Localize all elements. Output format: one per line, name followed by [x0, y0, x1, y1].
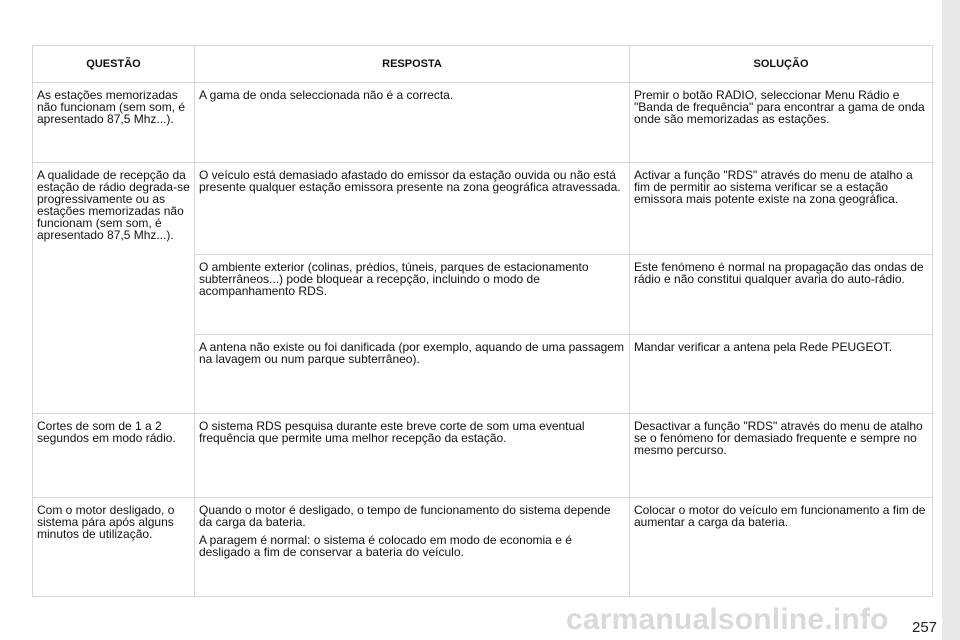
solution-text: Colocar o motor do veículo em funcionamento a fim de aumentar a carga da bateria.: [634, 503, 926, 529]
solution-cell: [630, 498, 933, 597]
answer-cell: [195, 498, 630, 597]
watermark: carmanualsonline.info: [566, 603, 889, 636]
answer-cell: [195, 255, 630, 335]
answer-cell: [195, 83, 630, 163]
answer-text: A paragem é normal: o sistema é colocado em modo de economia e é desligado a fim de conservar a bateria do veículo.: [199, 533, 572, 559]
question-text: Cortes de som de 1 a 2 segundos em modo rádio.: [37, 419, 176, 445]
side-margin-bar: [942, 0, 960, 640]
page-number: 257: [912, 619, 938, 636]
question-text: Com o motor desligado, o sistema pára após alguns minutos de utilização.: [37, 503, 175, 541]
troubleshooting-table: [32, 45, 933, 597]
question-cell: [33, 498, 195, 597]
question-cell: [33, 163, 195, 414]
solution-cell: [630, 163, 933, 255]
solution-cell: [630, 335, 933, 414]
answer-text: Quando o motor é desligado, o tempo de funcionamento do sistema depende da carga da bateria.: [199, 503, 611, 529]
answer-text: O ambiente exterior (colinas, prédios, túneis, parques de estacionamento subterrâneos...) pode bloquear a recepção, incluindo o modo de acompanhamento RDS.: [199, 260, 589, 298]
table-header-row: [33, 46, 933, 83]
answer-text: O sistema RDS pesquisa durante este breve corte de som uma eventual frequência que permite uma melhor recepção da estação.: [199, 419, 585, 445]
header-answer: RESPOSTA: [195, 46, 630, 83]
question-text: A qualidade de recepção da estação de rádio degrada-se progressivamente ou as estações memorizadas não funcionam (sem som, é apresentado 87,5 Mhz...).: [37, 168, 190, 242]
answer-text: O veículo está demasiado afastado do emissor da estação ouvida ou não está presente qualquer estação emissora presente na zona geográfica atravessada.: [199, 168, 621, 194]
question-cell: [33, 83, 195, 163]
solution-cell: [630, 414, 933, 498]
answer-cell: [195, 335, 630, 414]
answer-text: A antena não existe ou foi danificada (por exemplo, aquando de uma passagem na lavagem ou num parque subterrâneo).: [199, 340, 624, 366]
solution-cell: [630, 83, 933, 163]
solution-text: Activar a função "RDS" através do menu de atalho a fim de permitir ao sistema verificar se a estação emissora mais potente existe na zona geográfica.: [634, 168, 913, 206]
question-cell: [33, 414, 195, 498]
question-text: As estações memorizadas não funcionam (sem som, é apresentado 87,5 Mhz...).: [37, 88, 186, 126]
answer-cell: [195, 163, 630, 255]
table-row: [33, 163, 933, 255]
solution-text: Este fenómeno é normal na propagação das ondas de rádio e não constitui qualquer avaria do auto-rádio.: [634, 260, 924, 286]
table-row: [33, 498, 933, 597]
header-question: QUESTÃO: [33, 46, 195, 83]
solution-text: Desactivar a função "RDS" através do menu de atalho se o fenómeno for demasiado frequente e sempre no mesmo percurso.: [634, 419, 923, 457]
answer-cell: [195, 414, 630, 498]
table-row: [33, 414, 933, 498]
solution-text: Premir o botão RADIO, seleccionar Menu Rádio e "Banda de frequência" para encontrar a gama de onda onde são memorizadas as estações.: [634, 88, 925, 126]
solution-cell: [630, 255, 933, 335]
solution-text: Mandar verificar a antena pela Rede PEUGEOT.: [634, 340, 893, 354]
header-solution: SOLUÇÃO: [630, 46, 933, 83]
table-row: [33, 83, 933, 163]
answer-text: A gama de onda seleccionada não é a correcta.: [199, 88, 454, 102]
